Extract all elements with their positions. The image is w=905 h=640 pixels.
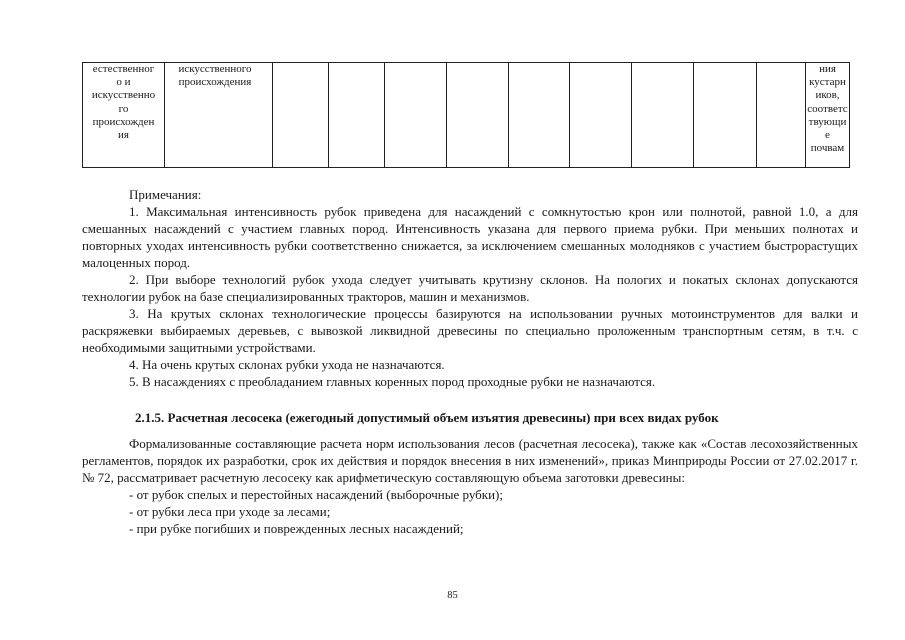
notes-title: Примечания: xyxy=(129,187,202,202)
table-cell-empty xyxy=(632,63,694,168)
list-item: - от рубки леса при уходе за лесами; xyxy=(129,504,331,519)
table-cell-shrubs xyxy=(806,63,850,168)
cell-line: иков, xyxy=(815,89,840,102)
cell-line: искусственного xyxy=(178,63,252,75)
cell-line: ния xyxy=(819,63,836,75)
note-item: 3. На крутых склонах технологические процессы базируются на использовании ручных мотоинструментов для валки и раскряжевки выбираемых деревьев, с вывозкой ликвидной древесины по специально проложенным транспортным сетям, в т.ч. с необходимыми защитными устройствами. xyxy=(82,306,858,355)
note-item: 2. При выборе технологий рубок ухода следует учитывать крутизну склонов. На пологих и покатых склонах допускаются технологии рубок на базе специализированных тракторов, машин и механизмов. xyxy=(82,272,858,304)
notes-block xyxy=(82,186,858,390)
cell-line: кустарн xyxy=(809,76,846,89)
cell-line: ия xyxy=(118,129,129,142)
cell-line: е xyxy=(825,129,830,142)
cell-line: происхожден xyxy=(92,115,155,128)
table-cell-empty xyxy=(509,63,570,168)
cell-line: о и xyxy=(116,76,131,89)
table-row xyxy=(83,63,850,168)
cell-line: го xyxy=(118,102,129,115)
cell-line: происхождения xyxy=(178,76,252,89)
cell-line: искусственно xyxy=(91,89,156,102)
section-paragraph: Формализованные составляющие расчета норм использования лесов (расчетная лесосека), также как «Состав лесохозяйственных регламентов, порядок их разработки, срок их действия и порядок внесения в них изменений», приказ Минприроды России от 27.02.2017 г. № 72, рассматривает расчетную лесосеку как арифметическую составляющую объема заготовки древесины: xyxy=(82,436,858,485)
table-cell-artificial xyxy=(165,63,273,168)
note-item: 5. В насаждениях с преобладанием главных коренных пород проходные рубки не назначаются. xyxy=(129,374,656,389)
table-cell-empty xyxy=(385,63,447,168)
section-body xyxy=(82,435,858,537)
list-item: - от рубок спелых и перестойных насаждений (выборочные рубки); xyxy=(129,487,503,502)
cell-line: естественног xyxy=(92,63,155,75)
note-item: 1. Максимальная интенсивность рубок приведена для насаждений с сомкнутостью крон или полнотой, равной 1.0, а для смешанных насаждений с участием главных пород. Интенсивность указана для первого приема рубки. При меньших полнотах и повторных уходах интенсивность рубки соответственно снижается, за исключением смешанных молодняков с участием быстрорастущих малоценных пород. xyxy=(82,204,858,270)
table-cell-empty xyxy=(447,63,509,168)
section-heading: 2.1.5. Расчетная лесосека (ежегодный допустимый объем изъятия древесины) при всех видах рубок xyxy=(135,410,719,425)
table-cell-empty xyxy=(273,63,329,168)
table-cell-empty xyxy=(694,63,757,168)
cell-line: почвам xyxy=(810,142,845,155)
cell-line: соответс xyxy=(807,102,848,115)
note-item: 4. На очень крутых склонах рубки ухода не назначаются. xyxy=(129,357,445,372)
table-cell-empty xyxy=(757,63,806,168)
table-cell-empty xyxy=(570,63,632,168)
list-item: - при рубке погибших и поврежденных лесных насаждений; xyxy=(129,521,464,536)
table-fragment xyxy=(82,62,850,168)
table-cell-origin xyxy=(83,63,165,168)
cell-line: твующи xyxy=(808,115,847,128)
table-cell-empty xyxy=(329,63,385,168)
page-number: 85 xyxy=(447,590,458,601)
